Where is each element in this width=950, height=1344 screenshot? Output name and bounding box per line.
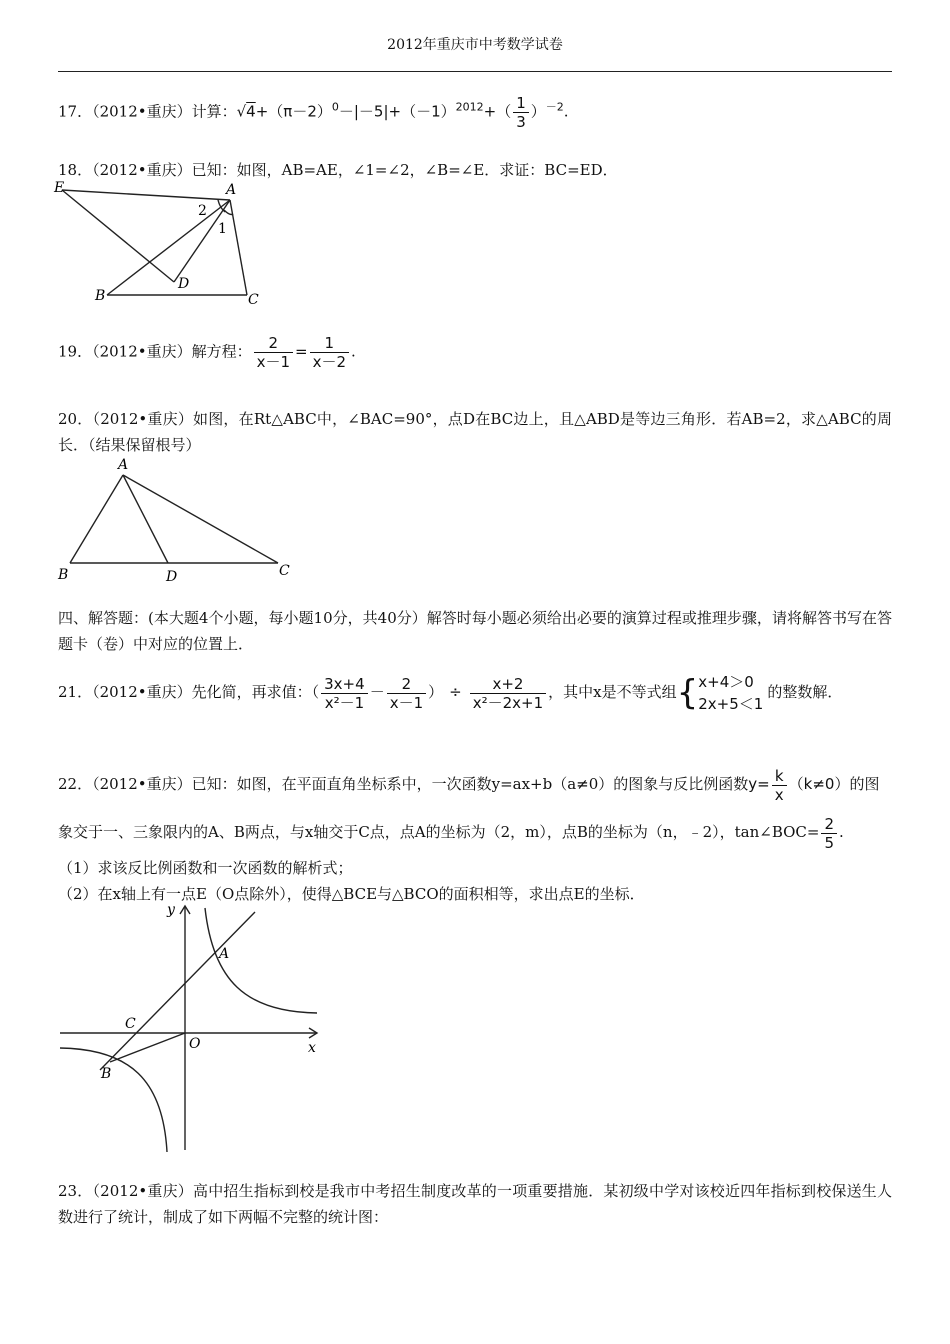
q22-k-fraction [772, 767, 787, 804]
q22-line1-b: （k≠0）的图 [788, 775, 880, 793]
q22-label-x: x [308, 1040, 316, 1056]
q22-line1-a: 22．（2012•重庆）已知：如图，在平面直角坐标系中，一次函数y=ax+b（a≠0）的图象与反比例函数 [58, 775, 749, 793]
q17-exp-2012: 2012 [455, 100, 484, 114]
q21-f1-num: 3x+4 [321, 675, 368, 694]
q21-label: 21．（2012•重庆）先化简，再求值： [58, 683, 312, 701]
q20-label-c: C [279, 563, 290, 579]
q17-expr-part2: －|－5|+（－1） [338, 102, 456, 121]
q21-ineq-2: 2x+5＜1 [698, 695, 764, 713]
q22-hyperbola-branch-3 [60, 1048, 167, 1152]
q21-fraction-3 [470, 675, 546, 712]
q21-f1-den: x²－1 [324, 693, 365, 712]
q22-label-c: C [125, 1016, 136, 1032]
q22-label-a: A [219, 946, 230, 962]
q19-lhs-num: 2 [254, 334, 293, 353]
q21-brace: { [676, 673, 699, 713]
q21-inequality-system [698, 671, 763, 715]
q20-figure [50, 455, 310, 585]
q22-y-eq: y= [748, 775, 770, 793]
q18-label-a: A [226, 182, 237, 198]
q21-f2-den: x－1 [389, 693, 424, 712]
q22-line-ab [100, 912, 255, 1070]
q21-fraction-2 [387, 675, 426, 712]
q19-lhs-fraction [254, 334, 293, 371]
question-22-line-1 [58, 764, 879, 804]
section-4-instructions: 四、解答题：(本大题4个小题，每小题10分，共40分）解答时每小题必须给出必要的演算过程或推理步骤，请将解答书写在答题卡（卷）中对应的位置上． [58, 609, 892, 653]
question-18-text: 18．（2012•重庆）已知：如图，AB=AE，∠1=∠2，∠B=∠E．求证：BC=ED． [58, 161, 618, 179]
question-21 [58, 668, 842, 717]
q18-label-d: D [178, 276, 190, 292]
q19-lhs-den: x－1 [256, 353, 291, 371]
q21-f3-num: x+2 [470, 675, 546, 694]
page-header: 2012年重庆市中考数学试卷 [387, 37, 563, 53]
q17-exp-zero: 0 [331, 100, 339, 114]
q19-rhs-num: 1 [310, 334, 349, 353]
q19-equals: = [295, 342, 308, 361]
q20-label-a: A [118, 457, 129, 473]
q22-label-y: y [167, 902, 175, 918]
q21-divide: ÷ [449, 683, 462, 701]
question-22-line-2 [58, 812, 844, 852]
q17-expr-part1: +（π－2） [255, 102, 332, 121]
question-23-text: 23．（2012•重庆）高中招生指标到校是我市中考招生制度改革的一项重要措施．某初级中学对该校近四年指标到校保送生人数进行了统计，制成了如下两幅不完整的统计图： [58, 1182, 892, 1226]
question-17 [58, 94, 569, 131]
question-20-text: 20．（2012•重庆）如图，在Rt△ABC中，∠BAC=90°，点D在BC边上，且△ABD是等边三角形．若AB=2，求△ABC的周长．（结果保留根号） [58, 410, 892, 454]
q17-radicand: 4 [246, 102, 256, 121]
q17-expr-part4: ） [530, 102, 546, 121]
q17-end: . [563, 102, 569, 121]
q17-expr-part3: +（ [483, 102, 512, 121]
q19-end: . [351, 342, 356, 361]
q21-f2-num: 2 [387, 675, 426, 694]
q19-rhs-den: x－2 [312, 353, 347, 371]
q18-label-e: E [54, 180, 65, 196]
header-divider [58, 71, 892, 72]
q21-mid: ，其中x是不等式组 [548, 683, 677, 701]
q18-figure [50, 178, 280, 308]
q22-label-o: O [189, 1036, 201, 1052]
q17-fraction [513, 94, 529, 131]
q21-open-paren: （ [311, 683, 320, 701]
q22-label-b: B [101, 1066, 112, 1082]
q22-part-1: （1）求该反比例函数和一次函数的解析式； [58, 859, 353, 877]
q22-line2-end: . [839, 823, 844, 841]
q21-minus: － [369, 683, 385, 701]
q18-label-b: B [95, 288, 106, 304]
q22-part-2: （2）在x轴上有一点E（O点除外），使得△BCE与△BCO的面积相等，求出点E的坐标． [58, 885, 645, 903]
q22-tan-num: 2 [821, 815, 837, 834]
q21-fraction-1 [321, 675, 368, 712]
q18-label-angle2: 2 [198, 203, 207, 219]
q17-frac-den: 3 [516, 113, 526, 131]
q18-label-angle1: 1 [218, 221, 227, 237]
q20-label-b: B [58, 567, 69, 583]
q18-segment-ab [107, 200, 230, 295]
q22-tan-fraction [821, 815, 837, 852]
q18-segment-ed [62, 190, 174, 282]
q21-f3-den: x²－2x+1 [472, 693, 544, 712]
q18-segment-ea [62, 190, 230, 200]
q17-sqrt-sign: √ [236, 102, 247, 121]
q18-label-c: C [248, 292, 259, 308]
question-19 [58, 334, 356, 371]
q22-k-den: x [774, 785, 784, 804]
q22-tan-den: 5 [824, 833, 835, 852]
q22-k-num: k [772, 767, 787, 786]
q20-segment-ab [70, 475, 123, 563]
q21-close-paren: ） [428, 683, 444, 701]
q19-rhs-fraction [310, 334, 349, 371]
q20-label-d: D [166, 569, 178, 585]
q17-exp-neg2: －2 [545, 100, 564, 114]
q21-end: 的整数解． [767, 683, 843, 701]
q22-figure [55, 900, 335, 1160]
q19-label: 19．（2012•重庆）解方程： [58, 342, 252, 361]
q17-frac-num: 1 [513, 94, 529, 113]
q22-line2-a: 象交于一、三象限内的A、B两点，与x轴交于C点，点A的坐标为（2，m），点B的坐标为（n，﹣2），tan∠BOC= [58, 823, 820, 841]
q17-label: 17．（2012•重庆）计算： [58, 102, 237, 121]
q21-ineq-1: x+4＞0 [698, 673, 754, 691]
